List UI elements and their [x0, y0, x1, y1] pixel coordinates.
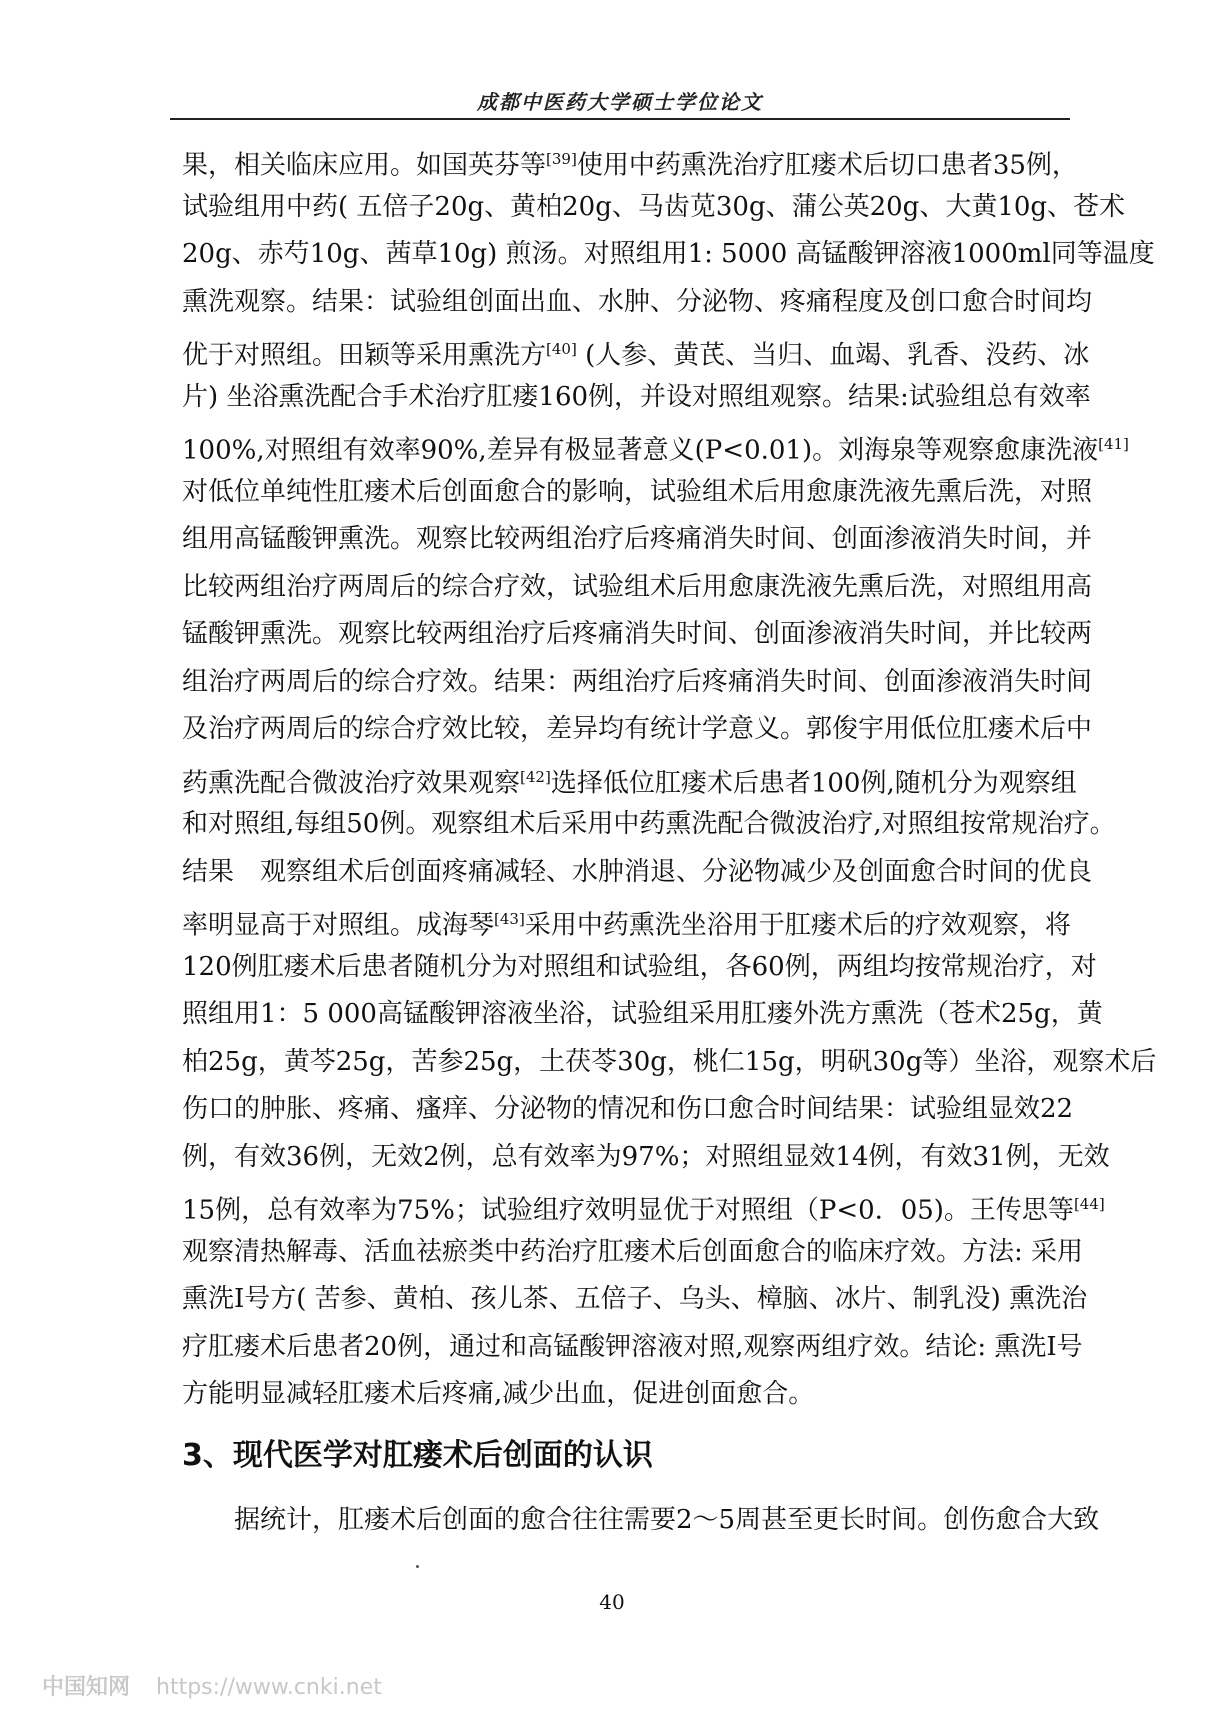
- citation-marker: [39]: [546, 150, 577, 168]
- text-line: 优于对照组。田颖等采用熏洗方[40] (人参、黄芪、当归、血竭、乳香、没药、冰: [182, 340, 1090, 371]
- text-line: 方能明显减轻肛瘘术后疼痛,减少出血，促进创面愈合。: [182, 1379, 815, 1409]
- citation-marker: [44]: [1073, 1195, 1105, 1213]
- text-line: 熏洗I号方( 苦参、黄柏、孩儿茶、五倍子、乌头、樟脑、冰片、制乳没) 熏洗治: [182, 1284, 1088, 1314]
- text-line: 和对照组,每组50例。观察组术后采用中药熏洗配合微波治疗,对照组按常规治疗。: [182, 809, 1116, 839]
- citation-marker: [40]: [546, 340, 577, 358]
- text-line: 照组用1：5 000高锰酸钾溶液坐浴，试验组采用肛瘘外洗方熏洗（苍术25g，黄: [182, 999, 1103, 1029]
- text-line: 组治疗两周后的综合疗效。结果：两组治疗后疼痛消失时间、创面渗液消失时间: [182, 666, 1093, 697]
- text-line: 及治疗两周后的综合疗效比较，差异均有统计学意义。郭俊宇用低位肛瘘术后中: [182, 714, 1093, 744]
- text-line: 20g、赤芍10g、茜草10g) 煎汤。对照组用1: 5000 高锰酸钾溶液1000ml同等温度: [182, 239, 1155, 269]
- text-line: 伤口的肿胀、疼痛、瘙痒、分泌物的情况和伤口愈合时间结果：试验组显效22: [182, 1094, 1074, 1124]
- body-paragraph: [182, 136, 1157, 1419]
- scan-speck: [416, 1565, 419, 1568]
- watermark-url: https://www.cnki.net: [156, 1675, 382, 1700]
- watermark-logo-text: 中国知网: [42, 1675, 131, 1700]
- section-paragraph: 据统计，肛瘘术后创面的愈合往往需要2～5周甚至更长时间。创伤愈合大致: [234, 1505, 1100, 1535]
- text-line: 结果 观察组术后创面疼痛减轻、水肿消退、分泌物减少及创面愈合时间的优良: [182, 856, 1093, 887]
- citation-marker: [43]: [494, 910, 525, 928]
- citation-marker: [42]: [520, 767, 551, 786]
- text-line: 100%,对照组有效率90%,差异有极显著意义(P<0.01)。刘海泉等观察愈康洗液[41]: [182, 435, 1129, 466]
- text-line: 率明显高于对照组。成海琴[43]采用中药熏洗坐浴用于肛瘘术后的疗效观察，将: [182, 910, 1071, 941]
- text-line: 观察清热解毒、活血祛瘀类中药治疗肛瘘术后创面愈合的临床疗效。方法: 采用: [182, 1236, 1084, 1267]
- text-line: 柏25g，黄芩25g，苦参25g，土茯苓30g，桃仁15g，明矾30g等）坐浴，观察术后: [182, 1046, 1157, 1077]
- text-line: 对低位单纯性肛瘘术后创面愈合的影响，试验组术后用愈康洗液先熏后洗，对照: [182, 476, 1093, 507]
- citation-marker: [41]: [1098, 435, 1129, 453]
- section-heading: 3、现代医学对肛瘘术后创面的认识: [182, 1438, 653, 1473]
- text-line: 药熏洗配合微波治疗效果观察[42]选择低位肛瘘术后患者100例,随机分为观察组: [182, 767, 1077, 799]
- text-line: 果，相关临床应用。如国英芬等[39]使用中药熏洗治疗肛瘘术后切口患者35例，: [182, 150, 1078, 181]
- text-line: 锰酸钾熏洗。观察比较两组治疗后疼痛消失时间、创面渗液消失时间，并比较两: [182, 619, 1093, 649]
- text-line: 试验组用中药( 五倍子20g、黄柏20g、马齿苋30g、蒲公英20g、大黄10g、苍术: [182, 191, 1126, 222]
- page-number: 40: [599, 1590, 625, 1614]
- running-header: 成都中医药大学硕士学位论文: [477, 90, 763, 114]
- text-line: 片) 坐浴熏洗配合手术治疗肛瘘160例，并设对照组观察。结果:试验组总有效率: [182, 381, 1091, 412]
- text-line: 组用高锰酸钾熏洗。观察比较两组治疗后疼痛消失时间、创面渗液消失时间，并: [182, 524, 1093, 554]
- text-line: 15例，总有效率为75%；试验组疗效明显优于对照组（P<0．05)。王传思等[44]: [182, 1195, 1105, 1226]
- text-line: 比较两组治疗两周后的综合疗效，试验组术后用愈康洗液先熏后洗，对照组用高: [182, 571, 1093, 602]
- header-rule: [170, 118, 1070, 120]
- text-line: 120例肛瘘术后患者随机分为对照组和试验组，各60例，两组均按常规治疗，对: [182, 951, 1097, 982]
- cnki-watermark: [42, 1670, 382, 1701]
- text-line: 例，有效36例，无效2例，总有效率为97%；对照组显效14例，有效31例，无效: [182, 1141, 1110, 1172]
- text-line: 熏洗观察。结果：试验组创面出血、水肿、分泌物、疼痛程度及创口愈合时间均: [182, 286, 1093, 317]
- text-line: 疗肛瘘术后患者20例，通过和高锰酸钾溶液对照,观察两组疗效。结论: 熏洗I号: [182, 1331, 1083, 1362]
